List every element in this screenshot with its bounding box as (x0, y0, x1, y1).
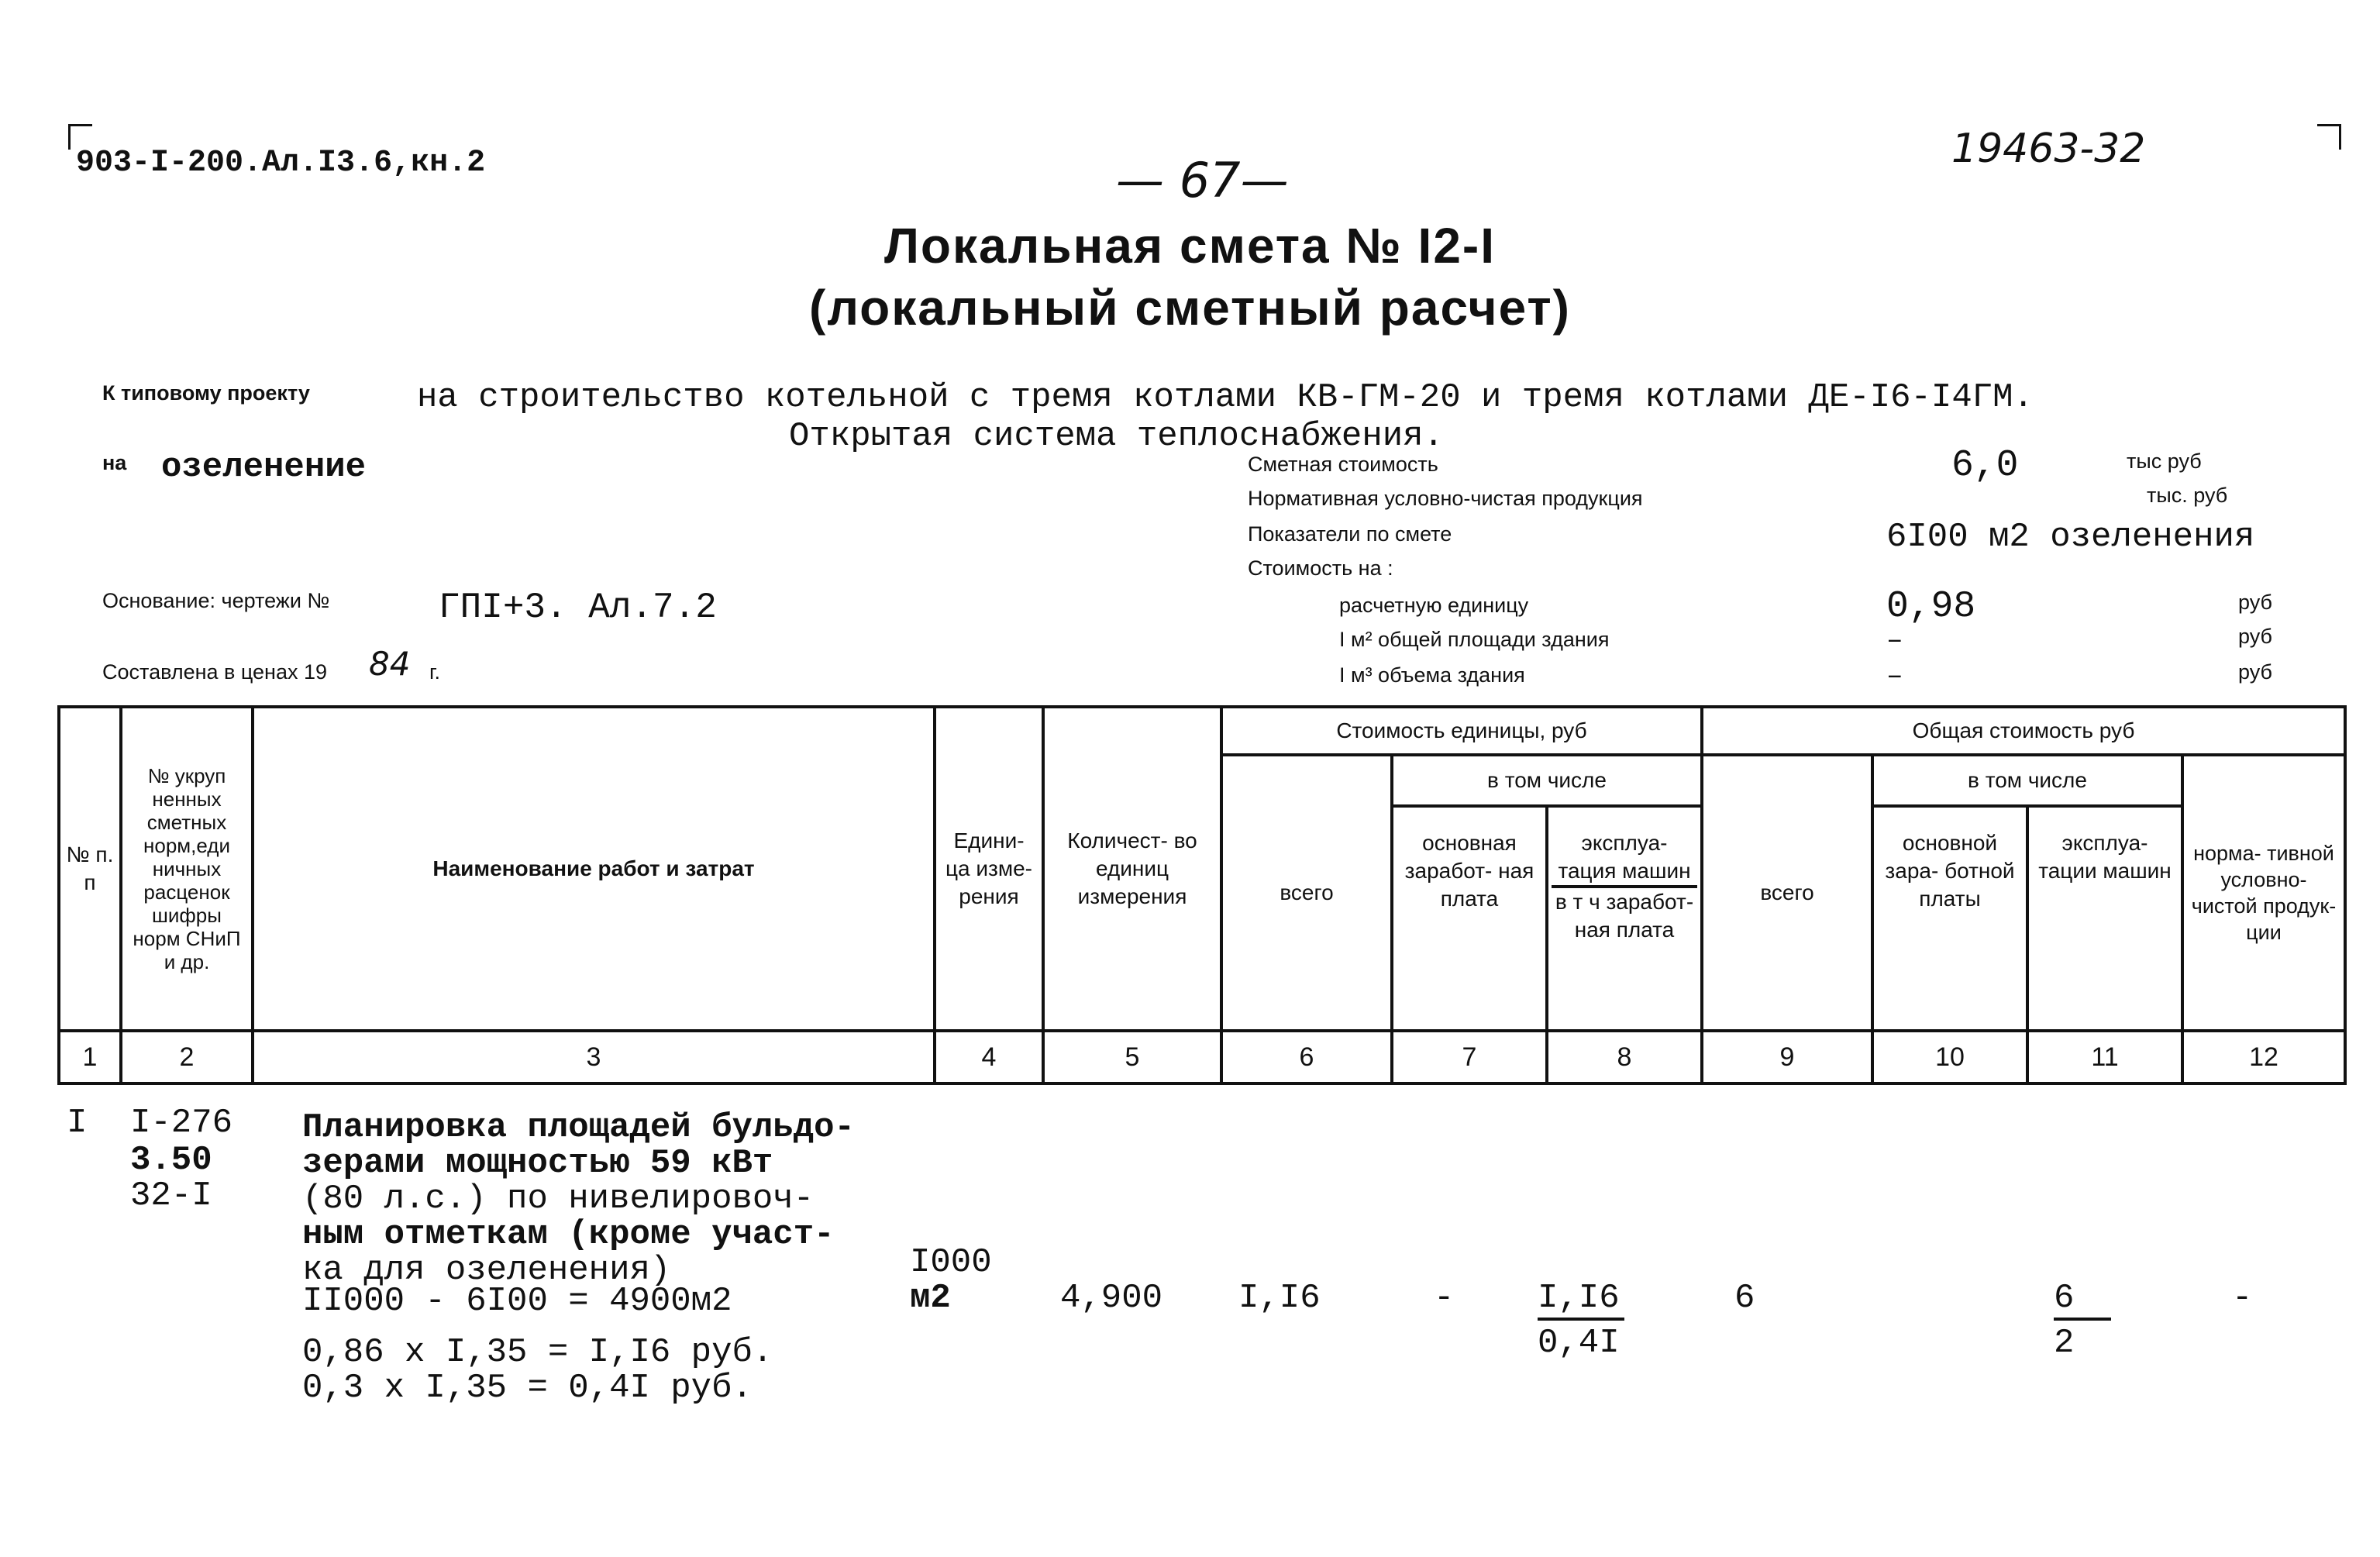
row-unit-1: I000 (910, 1243, 992, 1282)
row-desc-6: II000 - 6I00 = 4900м2 (302, 1282, 732, 1321)
estimate-table-header (57, 705, 2347, 1085)
column-number: 8 (1547, 1031, 1702, 1083)
corner-mark-right (2317, 124, 2341, 150)
summary-unit-2: тыс. руб (2147, 484, 2228, 507)
object-label: на (102, 451, 127, 474)
row-total: 6 (1734, 1279, 1755, 1318)
header-col-11: эксплуа- тации машин (2027, 806, 2182, 1031)
row-unit-2: м2 (910, 1279, 951, 1318)
column-number: 6 (1221, 1031, 1392, 1083)
column-number: 7 (1392, 1031, 1547, 1083)
summary-label-6: I м² общей площади здания (1339, 628, 1610, 651)
summary-label-2: Нормативная условно-чистая продукция (1248, 487, 1643, 510)
header-col-6: всего (1221, 755, 1392, 1031)
row-code-2: 3.50 (130, 1141, 212, 1180)
row-code-3: 32-I (130, 1176, 212, 1215)
header-col-number: № п. п (59, 707, 121, 1031)
summary-unit-6: руб (2238, 625, 2272, 648)
row-calc-1: 0,86 x I,35 = I,I6 руб. (302, 1333, 773, 1372)
title-line-1: Локальная смета № I2-I (884, 218, 1496, 274)
column-number: 11 (2027, 1031, 2182, 1083)
summary-value-6: – (1886, 625, 1903, 656)
header-total-cost: Общая стоимость руб (1702, 707, 2345, 755)
summary-label-4: Стоимость на : (1248, 556, 1393, 580)
header-col-unit: Едини- ца изме- рения (935, 707, 1043, 1031)
summary-label-3: Показатели по смете (1248, 522, 1452, 546)
header-col-8b: в т ч заработ- ная плата (1555, 890, 1694, 942)
object-value: озеленение (161, 448, 367, 487)
column-number: 3 (253, 1031, 935, 1083)
header-unit-cost: Стоимость единицы, руб (1221, 707, 1702, 755)
handwritten-number: 19463-32 (1951, 126, 2146, 172)
header-col-9: всего (1702, 755, 1872, 1031)
header-col-10: основной зара- ботной платы (1872, 806, 2027, 1031)
row-wage: - (1434, 1279, 1455, 1318)
row-total-machine: 6 (2054, 1279, 2111, 1321)
summary-unit-7: руб (2238, 660, 2272, 684)
basis-label: Основание: чертежи № (102, 589, 330, 612)
header-col-8a: эксплуа- тация машин (1552, 829, 1697, 888)
header-col-7: основная заработ- ная плата (1392, 806, 1547, 1031)
column-number: 5 (1043, 1031, 1221, 1083)
summary-value-5: 0,98 (1886, 586, 1976, 628)
row-number: I (67, 1104, 88, 1142)
row-desc-5: ка для озеленения) (302, 1251, 671, 1290)
row-calc-2: 0,3 x I,35 = 0,4I руб. (302, 1369, 753, 1407)
column-number: 4 (935, 1031, 1043, 1083)
project-line-2: Открытая система теплоснабжения. (789, 417, 1444, 456)
document-code: 903-I-200.Ал.I3.6,кн.2 (76, 146, 486, 181)
column-number: 12 (2182, 1031, 2345, 1083)
prices-suffix: г. (429, 660, 441, 684)
prices-label: Составлена в ценах 19 (102, 660, 327, 684)
column-number: 9 (1702, 1031, 1872, 1083)
project-label: К типовому проекту (102, 381, 310, 405)
row-code-1: I-276 (130, 1104, 233, 1142)
row-quantity: 4,900 (1060, 1279, 1163, 1318)
row-desc-2: зерами мощностью 59 кВт (302, 1144, 773, 1183)
summary-label-7: I м³ объема здания (1339, 663, 1525, 687)
basis-value: ГПI+3. Ал.7.2 (439, 587, 717, 628)
page-number: — 67— (1116, 152, 1289, 208)
title-line-2: (локальный сметный расчет) (809, 280, 1571, 336)
row-total-machine-wage: 2 (2054, 1324, 2075, 1362)
summary-unit-5: руб (2238, 591, 2272, 614)
header-col-12: норма- тивной условно- чистой продук- ции (2182, 755, 2345, 1031)
header-col-8 (1547, 806, 1702, 1031)
header-including-2: в том числе (1872, 755, 2182, 806)
row-net: - (2232, 1279, 2253, 1318)
header-col-quantity: Количест- во единиц измерения (1043, 707, 1221, 1031)
summary-value-7: – (1886, 660, 1903, 692)
header-including-1: в том числе (1392, 755, 1702, 806)
row-machine: I,I6 (1538, 1279, 1624, 1321)
row-desc-3: (80 л.с.) по нивелировоч- (302, 1180, 815, 1218)
prices-year: 84 (369, 645, 411, 683)
project-line-1: на строительство котельной с тремя котлами КВ-ГМ-20 и тремя котлами ДЕ-I6-I4ГМ. (417, 378, 2034, 417)
row-desc-1: Планировка площадей бульдо- (302, 1108, 855, 1147)
row-desc-4: ным отметкам (кроме участ- (302, 1215, 835, 1254)
column-number: 1 (59, 1031, 121, 1083)
summary-value-1: 6,0 (1951, 445, 2019, 487)
summary-unit-1: тыс руб (2127, 450, 2202, 473)
row-machine-wage: 0,4I (1538, 1324, 1620, 1362)
summary-value-3: 6I00 м2 озеленения (1886, 518, 2255, 556)
column-number: 10 (1872, 1031, 2027, 1083)
row-unit-total: I,I6 (1238, 1279, 1321, 1318)
header-col-name: Наименование работ и затрат (253, 707, 935, 1031)
column-number: 2 (121, 1031, 253, 1083)
header-col-code: № укруп ненных сметных норм,еди ничных расценок шифры норм СНиП и др. (121, 707, 253, 1031)
summary-label-5: расчетную единицу (1339, 594, 1529, 617)
summary-label-1: Сметная стоимость (1248, 453, 1438, 476)
